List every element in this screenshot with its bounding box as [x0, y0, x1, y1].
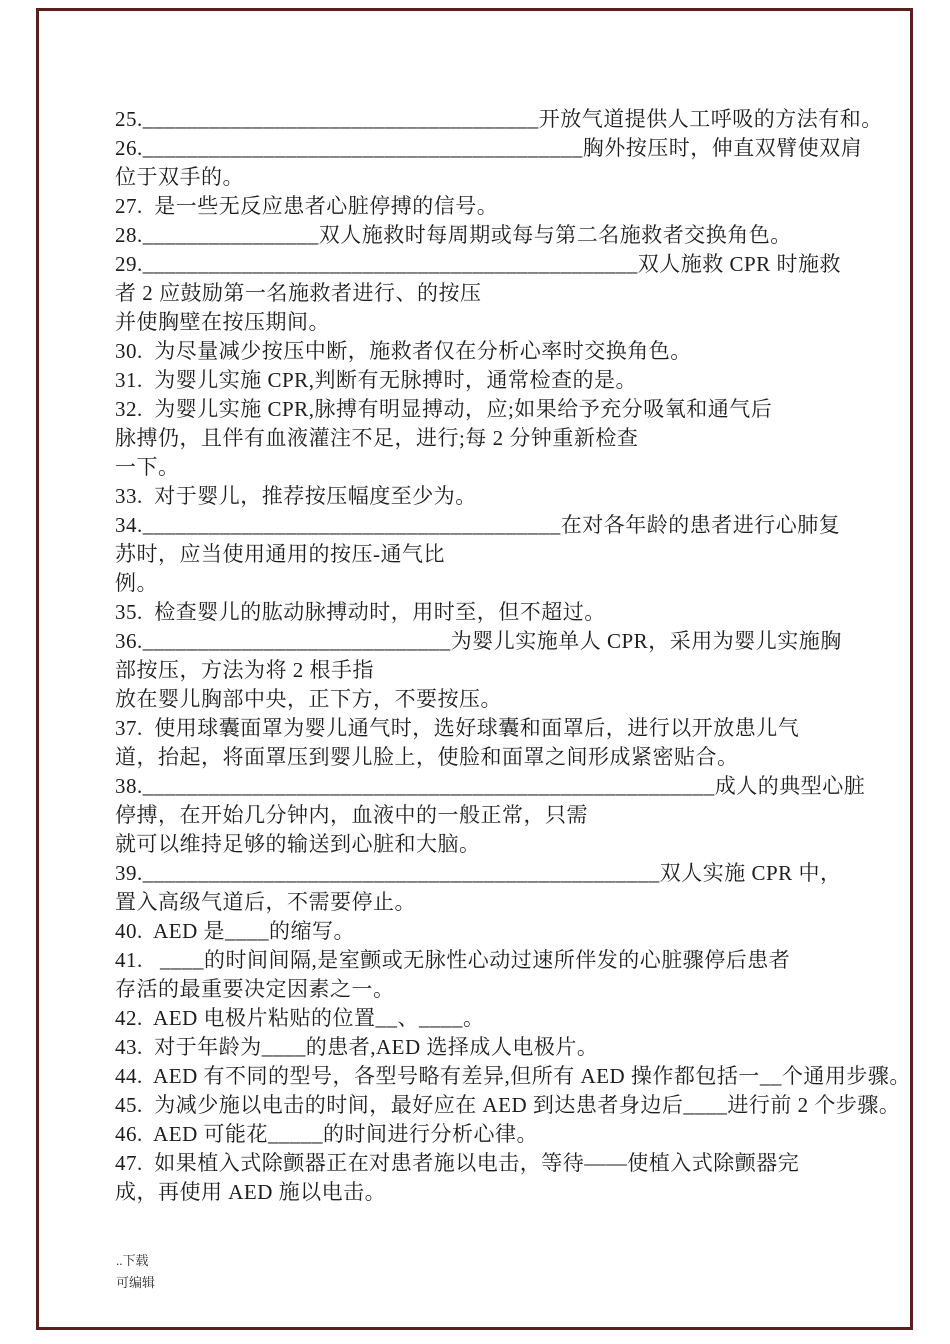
- text-line: 36.____________________________为婴儿实施单人 CPR，采用为婴儿实施胸: [115, 629, 842, 653]
- text-line: 脉搏仍，且伴有血液灌注不足，进行;每 2 分钟重新检查: [115, 426, 639, 450]
- text-line: 者 2 应鼓励第一名施救者进行、的按压: [115, 281, 482, 305]
- text-line: 31. 为婴儿实施 CPR,判断有无脉搏时，通常检查的是。: [115, 368, 637, 392]
- text-line: 39._______________________________________________双人实施 CPR 中，: [115, 861, 842, 885]
- text-line: 42. AED 电极片粘贴的位置__、____。: [115, 1006, 485, 1030]
- text-line: 27. 是一些无反应患者心脏停搏的信号。: [115, 194, 499, 218]
- text-line: 成，再使用 AED 施以电击。: [115, 1180, 387, 1204]
- text-line: 33. 对于婴儿，推荐按压幅度至少为。: [115, 484, 477, 508]
- text-line: 例。: [115, 571, 158, 595]
- text-line: 置入高级气道后，不需要停止。: [115, 890, 416, 914]
- text-line: 45. 为减少施以电击的时间，最好应在 AED 到达患者身边后____进行前 2 个步骤。: [115, 1093, 901, 1117]
- page-footer: [116, 1250, 155, 1294]
- text-line: 25.____________________________________开放气道提供人工呼吸的方法有和。: [115, 107, 883, 131]
- text-line: 26.________________________________________胸外按压时，伸直双臂使双肩: [115, 136, 863, 160]
- text-line: 放在婴儿胸部中央，正下方，不要按压。: [115, 687, 502, 711]
- text-line: 位于双手的。: [115, 165, 244, 189]
- footer-line-editable: 可编辑: [116, 1275, 156, 1290]
- text-line: 道，抬起，将面罩压到婴儿脸上，使脸和面罩之间形成紧密贴合。: [115, 745, 739, 769]
- text-line: 41. ____的时间间隔,是室颤或无脉性心动过速所伴发的心脏骤停后患者: [115, 948, 791, 972]
- text-line: 就可以维持足够的输送到心脏和大脑。: [115, 832, 481, 856]
- text-line: 47. 如果植入式除颤器正在对患者施以电击，等待——使植入式除颤器完: [115, 1151, 800, 1175]
- text-line: 29._____________________________________________双人施救 CPR 时施救: [115, 252, 841, 276]
- document-body: [115, 105, 911, 1207]
- text-line: 一下。: [115, 455, 180, 479]
- text-line: 43. 对于年龄为____的患者,AED 选择成人电极片。: [115, 1035, 599, 1059]
- text-line: 存活的最重要决定因素之一。: [115, 977, 395, 1001]
- text-line: 停搏，在开始几分钟内，血液中的一般正常，只需: [115, 803, 588, 827]
- text-line: 46. AED 可能花_____的时间进行分析心律。: [115, 1122, 538, 1146]
- text-line: 40. AED 是____的缩写。: [115, 919, 355, 943]
- footer-line-download: ..下载: [116, 1253, 149, 1268]
- text-line: 32. 为婴儿实施 CPR,脉搏有明显搏动，应;如果给予充分吸氧和通气后: [115, 397, 773, 421]
- text-line: 38.____________________________________________________成人的典型心脏: [115, 774, 866, 798]
- text-line: 35. 检查婴儿的肱动脉搏动时，用时至，但不超过。: [115, 600, 606, 624]
- text-line: 34.______________________________________在对各年龄的患者进行心肺复: [115, 513, 841, 537]
- text-line: 苏时，应当使用通用的按压-通气比: [115, 542, 445, 566]
- text-line: 部按压，方法为将 2 根手指: [115, 658, 374, 682]
- text-line: 30. 为尽量减少按压中断，施救者仅在分析心率时交换角色。: [115, 339, 692, 363]
- text-line: 并使胸壁在按压期间。: [115, 310, 330, 334]
- text-line: 44. AED 有不同的型号，各型号略有差异,但所有 AED 操作都包括一__个通用步骤。: [115, 1064, 911, 1088]
- text-line: 28.________________双人施救时每周期或每与第二名施救者交换角色。: [115, 223, 792, 247]
- text-line: 37. 使用球囊面罩为婴儿通气时，选好球囊和面罩后，进行以开放患儿气: [115, 716, 800, 740]
